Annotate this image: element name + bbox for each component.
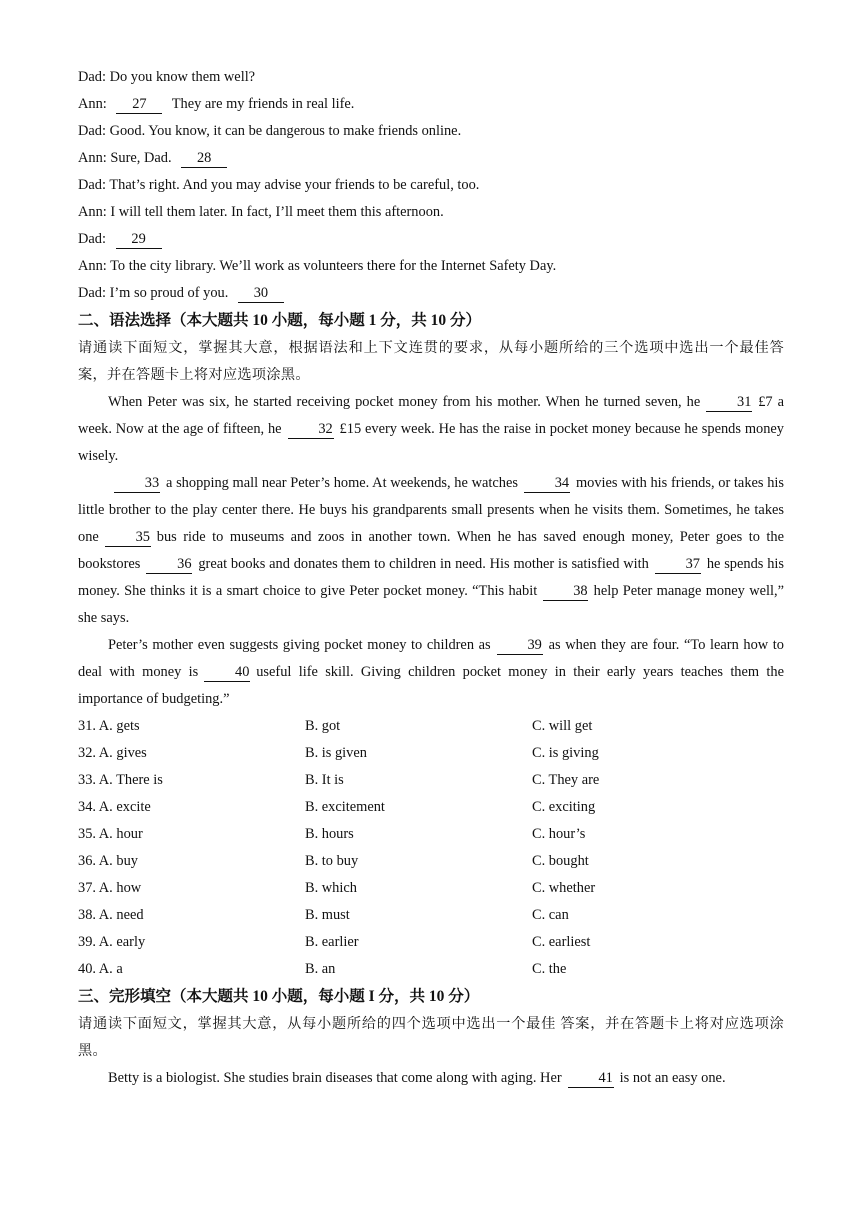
passage-text: Peter’s mother even suggests giving pocket money to children as <box>108 637 491 653</box>
option-b: B. which <box>305 880 357 896</box>
answer-blank: 32 <box>288 420 334 439</box>
answer-blank: 36 <box>146 555 192 574</box>
dialogue-line <box>78 226 784 253</box>
option-c: C. whether <box>532 880 596 896</box>
passage-paragraph <box>78 389 784 470</box>
answer-blank: 31 <box>706 393 752 412</box>
answer-blank: 40 <box>204 663 250 682</box>
passage-text: great books and donates them to children in need. His mother is satisfied with <box>198 556 649 572</box>
option-b: B. hours <box>305 826 354 842</box>
utterance: To the city library. We’ll work as volunteers there for the Internet Safety Day. <box>110 258 557 274</box>
utterance: Do you know them well? <box>109 69 256 85</box>
answer-options <box>78 713 784 983</box>
passage-text: is not an easy one. <box>619 1070 726 1086</box>
exam-page <box>78 64 784 1092</box>
answer-blank: 38 <box>543 582 587 601</box>
answer-blank: 35 <box>105 528 151 547</box>
utterance: I’m so proud of you. <box>109 285 229 301</box>
option-c: C. exciting <box>532 799 596 815</box>
passage-text: £7 a week. Now at the age of fifteen, he <box>78 394 784 437</box>
option-b: B. is given <box>305 745 367 761</box>
passage-text: a shopping mall near Peter’s home. At weekends, he watches <box>166 475 518 491</box>
passage-text: movies with his friends, or takes his little brother to the play center there. He buys his grandparents small presents when he visits them. Sometimes, he takes one <box>78 475 784 545</box>
dialogue-line <box>78 280 784 307</box>
speaker: Dad: <box>78 231 106 247</box>
option-b: B. to buy <box>305 853 359 869</box>
option-c: C. the <box>532 961 567 977</box>
section-heading: 三、完形填空（本大题共 10 小题，每小题 I 分，共 10 分） <box>78 988 480 1005</box>
utterance: I will tell them later. In fact, I’ll meet them this afternoon. <box>110 204 444 220</box>
speaker: Dad: <box>78 69 106 85</box>
speaker: Ann: <box>78 204 107 220</box>
answer-blank: 39 <box>497 636 543 655</box>
speaker: Ann: <box>78 258 107 274</box>
answer-blank: 33 <box>114 474 160 493</box>
passage-paragraph <box>78 1065 784 1092</box>
dialogue-line <box>78 118 784 145</box>
answer-blank: 29 <box>116 230 162 249</box>
section-instruction: 请通读下面短文，掌握其大意，从每小题所给的四个选项中选出一个最佳 答案，并在答题卡上将对应选项涂黑。 <box>78 1016 784 1059</box>
speaker: Dad: <box>78 177 106 193</box>
utterance: That’s right. And you may advise your friends to be careful, too. <box>109 177 480 193</box>
option-a: 32. A. gives <box>78 745 147 761</box>
option-b: B. earlier <box>305 934 359 950</box>
dialogue-line <box>78 172 784 199</box>
passage-paragraph <box>78 632 784 713</box>
dialogue-line <box>78 145 784 172</box>
option-a: 40. A. a <box>78 961 123 977</box>
answer-blank: 37 <box>655 555 701 574</box>
dialogue-line <box>78 199 784 226</box>
passage-text: he spends his money. She thinks it is a smart choice to give Peter pocket money. “This habit <box>78 556 784 599</box>
answer-blank: 34 <box>524 474 570 493</box>
option-b: B. must <box>305 907 350 923</box>
section-instruction: 请通读下面短文，掌握其大意，根据语法和上下文连贯的要求，从每小题所给的三个选项中选出一个最佳答案，并在答题卡上将对应选项涂黑。 <box>78 340 784 383</box>
option-a: 31. A. gets <box>78 718 140 734</box>
option-c: C. They are <box>532 772 600 788</box>
utterance: Sure, Dad. <box>110 150 172 166</box>
answer-blank: 41 <box>568 1069 614 1088</box>
option-a: 38. A. need <box>78 907 144 923</box>
dialogue-line <box>78 253 784 280</box>
dialogue <box>78 64 784 307</box>
option-c: C. is giving <box>532 745 599 761</box>
option-c: C. earliest <box>532 934 591 950</box>
dialogue-line <box>78 91 784 118</box>
option-a: 36. A. buy <box>78 853 138 869</box>
answer-blank: 30 <box>238 284 284 303</box>
passage-text: £15 every week. He has the raise in pocket money because he spends money wisely. <box>78 421 784 464</box>
option-c: C. bought <box>532 853 589 869</box>
passage-text: Betty is a biologist. She studies brain diseases that come along with aging. Her <box>108 1070 562 1086</box>
speaker: Ann: <box>78 96 107 112</box>
option-a: 39. A. early <box>78 934 146 950</box>
option-c: C. hour’s <box>532 826 586 842</box>
option-c: C. will get <box>532 718 593 734</box>
speaker: Dad: <box>78 285 106 301</box>
option-b: B. excitement <box>305 799 385 815</box>
section-heading: 二、语法选择（本大题共 10 小题，每小题 1 分，共 10 分） <box>78 312 482 329</box>
dialogue-line <box>78 64 784 91</box>
passage-text: as when they are four. “To learn how to deal with money is <box>78 637 784 680</box>
option-a: 35. A. hour <box>78 826 143 842</box>
option-b: B. got <box>305 718 341 734</box>
passage-text: help Peter manage money well,” she says. <box>78 583 784 626</box>
option-a: 34. A. excite <box>78 799 151 815</box>
passage-text: useful life skill. Giving children pocket money in their early years teaches them the importance of budgeting.” <box>78 664 784 707</box>
answer-blank: 27 <box>116 95 162 114</box>
utterance: Good. You know, it can be dangerous to make friends online. <box>109 123 462 139</box>
option-a: 33. A. There is <box>78 772 163 788</box>
passage-text: bus ride to museums and zoos in another town. When he has saved enough money, Peter goes to the bookstores <box>78 529 784 572</box>
option-a: 37. A. how <box>78 880 142 896</box>
option-b: B. It is <box>305 772 344 788</box>
speaker: Dad: <box>78 123 106 139</box>
speaker: Ann: <box>78 150 107 166</box>
passage-paragraph <box>78 470 784 632</box>
option-b: B. an <box>305 961 336 977</box>
answer-blank: 28 <box>181 149 227 168</box>
passage-text: When Peter was six, he started receiving pocket money from his mother. When he turned seven, he <box>108 394 701 410</box>
option-c: C. can <box>532 907 569 923</box>
utterance: They are my friends in real life. <box>171 96 355 112</box>
